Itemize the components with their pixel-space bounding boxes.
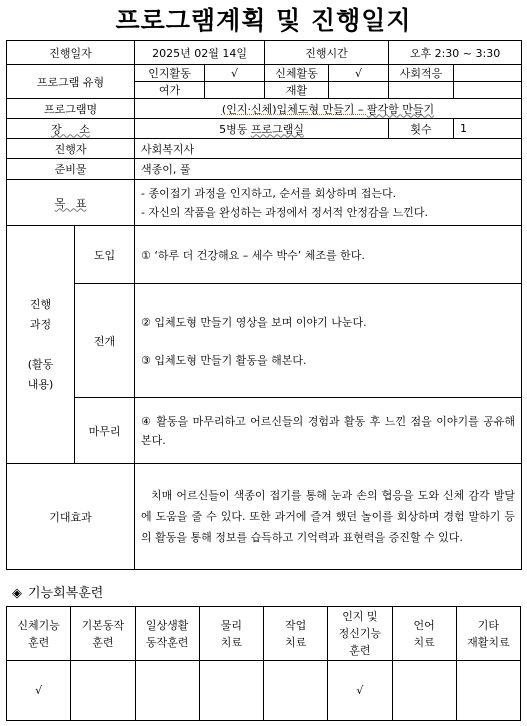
intro-label: 도입 bbox=[75, 226, 135, 284]
training-check bbox=[392, 661, 456, 721]
type-physical: 신체활동 bbox=[265, 65, 329, 82]
leader-label: 진행자 bbox=[7, 139, 135, 159]
intro-text: ① ‘하루 더 건강해요 – 세수 박수’ 체조를 한다. bbox=[135, 226, 522, 284]
th-line1: 기본동작 bbox=[81, 618, 125, 632]
place-value bbox=[135, 119, 389, 139]
type-leisure-check bbox=[205, 82, 265, 99]
process-label-4: 내용) bbox=[27, 377, 54, 391]
program-name-value bbox=[135, 99, 522, 119]
training-table bbox=[6, 606, 521, 721]
training-header bbox=[199, 607, 263, 661]
process-label-2: 과정 bbox=[29, 317, 52, 331]
training-check bbox=[199, 661, 263, 721]
materials-value: 색종이, 풀 bbox=[135, 159, 522, 180]
th-line2: 치료 bbox=[284, 635, 307, 649]
training-header bbox=[7, 607, 71, 661]
count-value: 1 bbox=[454, 119, 522, 139]
th-line1: 인지 및 bbox=[342, 610, 378, 623]
dev-label: 전개 bbox=[75, 284, 135, 398]
th-line1: 신체기능 bbox=[17, 618, 60, 632]
diamond-icon: ◈ bbox=[12, 586, 22, 601]
plan-table bbox=[6, 40, 522, 570]
training-header bbox=[392, 607, 456, 661]
type-empty-1 bbox=[389, 82, 454, 99]
program-name-label: 프로그램명 bbox=[7, 99, 135, 119]
time-label: 진행시간 bbox=[265, 41, 389, 65]
training-check: √ bbox=[328, 661, 392, 721]
type-cognitive: 인지활동 bbox=[135, 65, 205, 82]
type-rehab-check bbox=[329, 82, 389, 99]
goal-label bbox=[7, 180, 135, 226]
th-line1: 기타 bbox=[477, 618, 499, 632]
process-label-3: (활동 bbox=[27, 357, 54, 371]
training-header bbox=[135, 607, 199, 661]
training-check bbox=[456, 661, 520, 721]
process-label bbox=[7, 226, 75, 464]
place-label bbox=[7, 119, 135, 139]
training-check: √ bbox=[7, 661, 71, 721]
goal-line-1: - 종이접기 과정을 인지하고, 순서를 회상하며 접는다. bbox=[141, 186, 397, 200]
dev-text-2: ③ 입체도형 만들기 활동을 해본다. bbox=[141, 353, 307, 367]
program-type-label: 프로그램 유형 bbox=[7, 65, 135, 99]
training-header bbox=[264, 607, 328, 661]
training-check-row bbox=[7, 661, 521, 721]
materials-label: 준비물 bbox=[7, 159, 135, 180]
th-line1: 물리 bbox=[220, 618, 242, 632]
date-value: 2025년 02월 14일 bbox=[135, 41, 265, 65]
training-header bbox=[71, 607, 135, 661]
th-line2: 훈련 bbox=[27, 635, 50, 649]
th-line1: 언어 bbox=[413, 618, 435, 632]
section-title: 기능회복훈련 bbox=[28, 586, 104, 601]
effect-label: 기대효과 bbox=[7, 464, 135, 570]
th-line2: 정신기능 bbox=[338, 627, 382, 640]
place-part2: 프로그램실 bbox=[250, 122, 304, 136]
th-line3: 훈련 bbox=[349, 644, 371, 657]
goal-line-2: - 자신의 작품을 완성하는 과정에서 정서적 안정감을 느낀다. bbox=[141, 205, 428, 219]
end-label: 마무리 bbox=[75, 398, 135, 464]
th-line2: 치료 bbox=[413, 635, 435, 649]
date-label: 진행일자 bbox=[7, 41, 135, 65]
dev-text bbox=[135, 284, 522, 398]
goal-label-text: 목 표 bbox=[54, 196, 87, 210]
place-label-text: 장 소 bbox=[51, 122, 90, 136]
training-check bbox=[264, 661, 328, 721]
count-label: 횟수 bbox=[389, 119, 454, 139]
program-name-part1: (인지·신체)입체도형 만들기 – bbox=[221, 102, 367, 116]
place-part1: 5병동 bbox=[219, 122, 251, 136]
document-title: 프로그램계획 및 진행일지 bbox=[115, 6, 412, 35]
training-header bbox=[456, 607, 520, 661]
training-check bbox=[135, 661, 199, 721]
program-name-part2: 팔각함 만들기 bbox=[366, 102, 435, 116]
th-line2: 훈련 bbox=[92, 635, 114, 649]
type-leisure: 여가 bbox=[135, 82, 205, 99]
dev-text-1: ② 입체도형 만들기 영상을 보며 이야기 나눈다. bbox=[141, 315, 367, 329]
th-line2: 재활치료 bbox=[467, 635, 510, 649]
goal-value bbox=[135, 180, 522, 226]
end-text: ④ 활동을 마무리하고 어르신들의 경험과 활동 후 느낀 점을 이야기를 공유해본다. bbox=[135, 398, 522, 464]
type-rehab: 재활 bbox=[265, 82, 329, 99]
process-label-1: 진행 bbox=[29, 297, 52, 311]
training-header bbox=[328, 607, 392, 661]
type-social-check bbox=[454, 65, 522, 82]
type-cognitive-check: √ bbox=[205, 65, 265, 82]
training-header-row bbox=[7, 607, 521, 661]
th-line1: 일상생활 bbox=[145, 618, 189, 632]
type-empty-2 bbox=[454, 82, 522, 99]
leader-value: 사회복지사 bbox=[135, 139, 522, 159]
th-line2: 치료 bbox=[220, 635, 242, 649]
effect-text: 치매 어르신들이 색종이 접기를 통해 눈과 손의 협응을 도와 신체 감각 발달에 도움을 줄 수 있다. 또한 과거에 즐겨 했던 놀이를 회상하며 경험 말하기 등의 활동을 통해 정보를 습득하고 기억력과 표현력을 증진할 수 있다. bbox=[135, 464, 522, 570]
type-physical-check: √ bbox=[329, 65, 389, 82]
th-line2: 동작훈련 bbox=[145, 635, 189, 649]
time-value: 오후 2:30 ~ 3:30 bbox=[389, 41, 522, 65]
type-social: 사회적응 bbox=[389, 65, 454, 82]
training-check bbox=[71, 661, 135, 721]
section-header bbox=[6, 581, 521, 607]
th-line1: 작업 bbox=[284, 618, 307, 632]
